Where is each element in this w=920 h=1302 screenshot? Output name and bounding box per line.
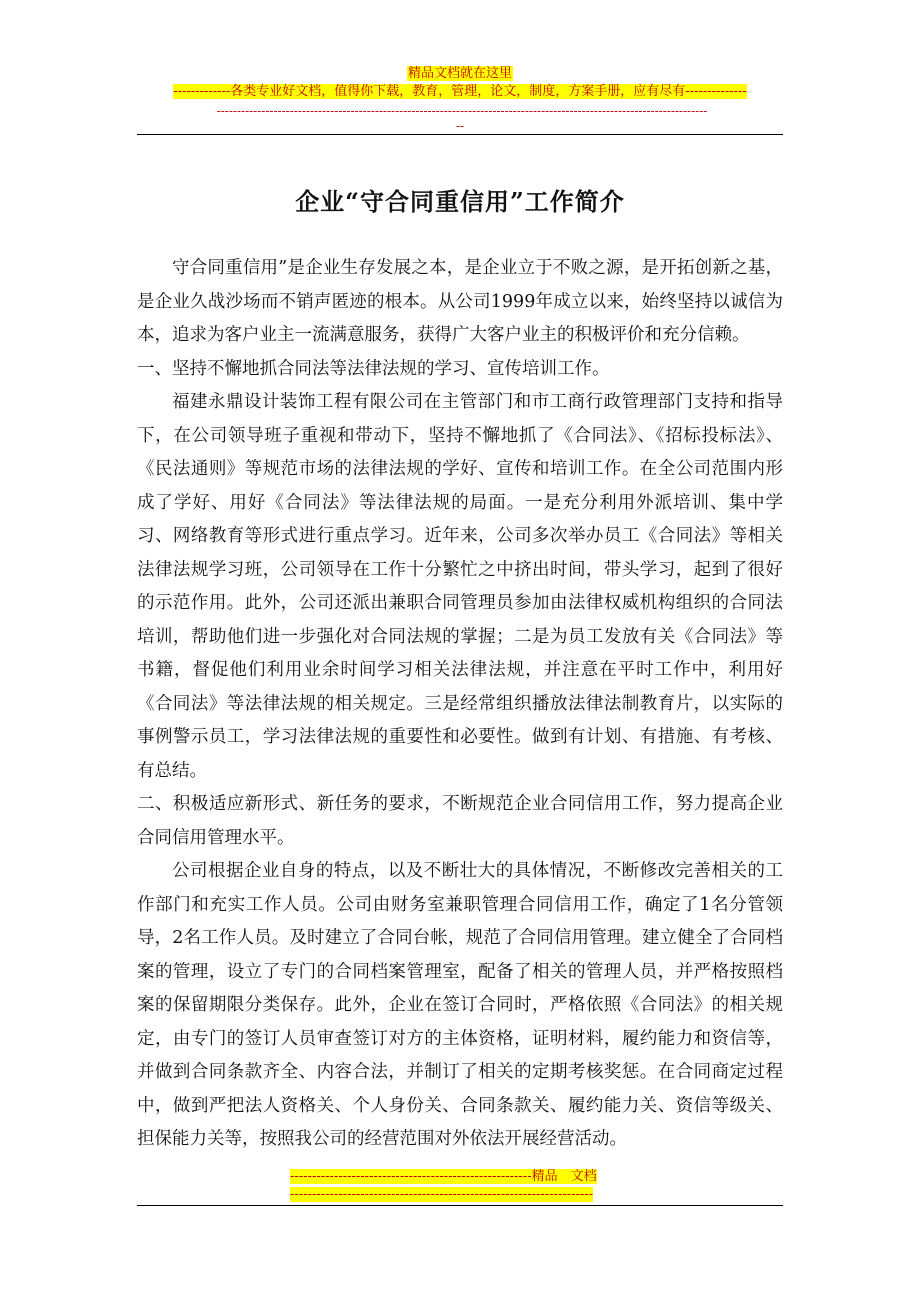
footer-dash-line	[290, 1187, 626, 1203]
section-heading-2: 二、积极适应新形式、新任务的要求，不断规范企业合同信用工作，努力提高企业合同信用管理水平。	[137, 794, 783, 848]
header-divider	[137, 134, 783, 135]
section-heading-1: 一、坚持不懈地抓合同法等法律法规的学习、宣传培训工作。	[137, 358, 610, 379]
document-body	[137, 252, 783, 1157]
footer-label	[290, 1169, 626, 1185]
header-tagline	[0, 66, 920, 82]
section-paragraph-2: 公司根据企业自身的特点，以及不断壮大的具体情况，不断修改完善相关的工作部门和充实工作人员。公司由财务室兼职管理合同信用工作，确定了1名分管领导，2名工作人员。及时建立了合同台帐，规范了合同信用管理。建立健全了合同档案的管理，设立了专门的合同档案管理室，配备了相关的管理人员，并严格按照档案的保留期限分类保存。此外，企业在签订合同时，严格依照《合同法》的相关规定，由专门的签订人员审查签订对方的主体资格，证明材料，履约能力和资信等，并做到合同条款齐全、内容合法，并制订了相关的定期考核奖惩。在合同商定过程中，做到严把法人资格关、个人身份关、合同条款关、履约能力关、资信等级关、担保能力关等，按照我公司的经营范围对外依法开展经营活动。	[137, 861, 783, 1149]
footer-label-text: -------------------------------------------------------精品 文档	[290, 1169, 597, 1184]
intro-paragraph: 守合同重信用”是企业生存发展之本，是企业立于不败之源，是开拓创新之基，是企业久战沙场而不销声匿迹的根本。从公司1999年成立以来，始终坚持以诚信为本，追求为客户业主一流满意服务，获得广大客户业主的积极评价和充分信赖。	[137, 258, 783, 345]
section-paragraph-1: 福建永鼎设计装饰工程有限公司在主管部门和市工商行政管理部门支持和指导下，在公司领导班子重视和带动下，坚持不懈地抓了《合同法》、《招标投标法》、《民法通则》等规范市场的法律法规的学好、宣传和培训工作。在全公司范围内形成了学好、用好《合同法》等法律法规的局面。一是充分利用外派培训、集中学习、网络教育等形式进行重点学习。近年来，公司多次举办员工《合同法》等相关法律法规学习班，公司领导在工作十分繁忙之中挤出时间，带头学习，起到了很好的示范作用。此外，公司还派出兼职合同管理员参加由法律权威机构组织的合同法培训，帮助他们进一步强化对合同法规的掌握；二是为员工发放有关《合同法》等书籍，督促他们利用业余时间学习相关法律法规，并注意在平时工作中，利用好《合同法》等法律法规的相关规定。三是经常组织播放法律法制教育片，以实际的事例警示员工，学习法律法规的重要性和必要性。做到有计划、有措施、有考核、有总结。	[137, 392, 783, 781]
header-dash-line: -------------------------------------------------------------------------------------------------------------------------	[216, 104, 708, 118]
document-title: 企业“守合同重信用”工作简介	[295, 187, 625, 216]
header-dash-tail: --	[455, 119, 465, 133]
footer-divider	[137, 1205, 783, 1206]
footer-dash-text: ---------------------------------------------------------------------	[290, 1187, 594, 1202]
header-promo	[0, 84, 920, 100]
header-tagline-text: 精品文档就在这里	[407, 66, 512, 81]
header-promo-text: -------------各类专业好文档，值得你下载，教育，管理，论文，制度，方案手册，应有尽有--------------	[173, 84, 747, 99]
